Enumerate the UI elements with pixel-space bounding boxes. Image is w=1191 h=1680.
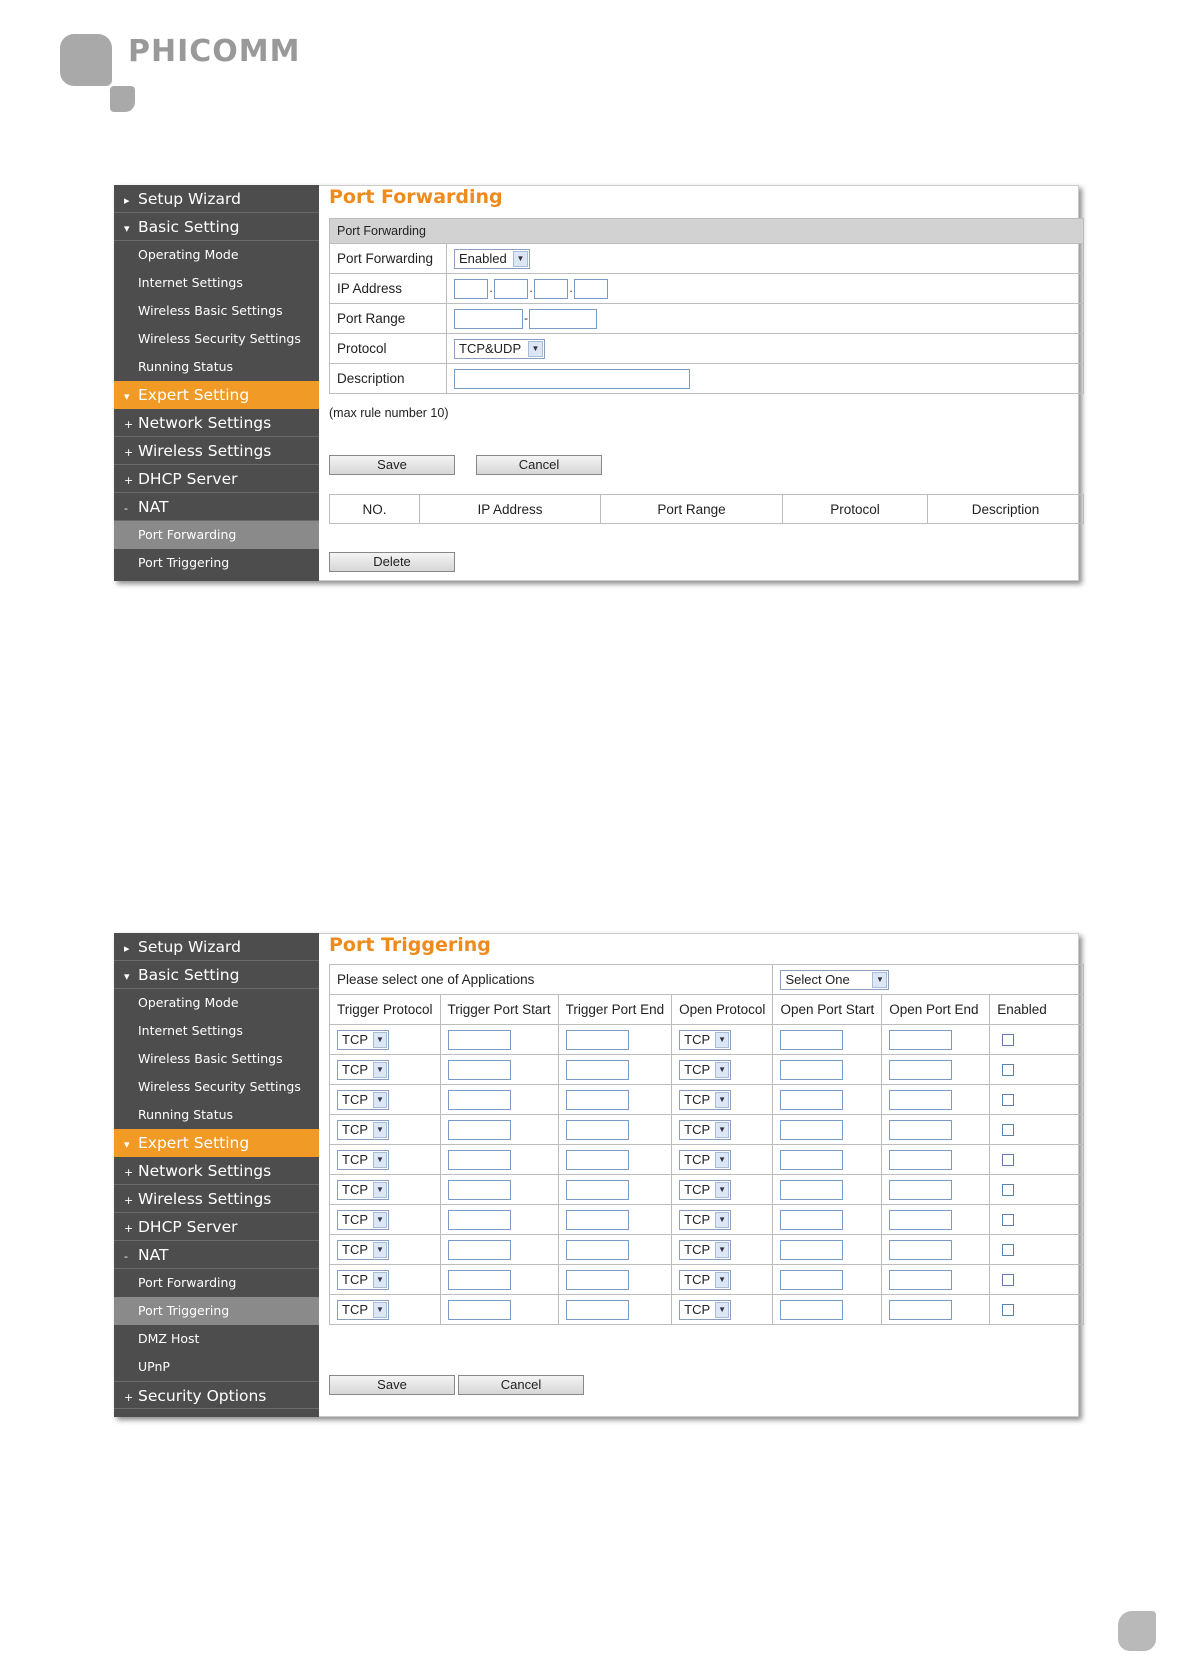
main-content <box>319 185 1079 581</box>
sidebar-item-internet-settings[interactable]: Internet Settings <box>138 1023 243 1038</box>
applications-label: Please select one of Applications <box>330 965 773 995</box>
trigger-port-end-input[interactable] <box>566 1210 629 1230</box>
sidebar-item-wireless-security[interactable]: Wireless Security Settings <box>138 1079 301 1094</box>
header-row <box>330 995 1084 1025</box>
field-label: IP Address <box>330 274 447 304</box>
protocol-select[interactable]: TCP ▼ <box>337 1060 389 1080</box>
protocol-select[interactable]: TCP ▼ <box>679 1090 731 1110</box>
enabled-checkbox[interactable] <box>1002 1214 1014 1226</box>
open-port-start-input[interactable] <box>780 1150 843 1170</box>
enabled-checkbox[interactable] <box>1002 1274 1014 1286</box>
port-range-start-input[interactable] <box>454 309 523 329</box>
sidebar-item-security-options[interactable]: + Security Options <box>114 1381 319 1409</box>
sidebar-item-operating-mode[interactable]: Operating Mode <box>138 247 239 262</box>
table-row <box>330 1025 1084 1055</box>
sidebar-item-port-triggering[interactable]: Port Triggering <box>114 1297 319 1325</box>
ip-octet-1-input[interactable] <box>454 279 488 299</box>
sidebar-item-setup-wizard[interactable]: ▸ Setup Wizard <box>114 933 319 961</box>
sidebar-item-operating-mode[interactable]: Operating Mode <box>138 995 239 1010</box>
triangle-down-icon: ▾ <box>124 222 130 235</box>
plus-icon: + <box>124 446 134 459</box>
field-label: Port Range <box>330 304 447 334</box>
brand-name: PHICOMM <box>128 34 301 69</box>
open-port-start-input[interactable] <box>780 1270 843 1290</box>
trigger-port-end-input[interactable] <box>566 1150 629 1170</box>
protocol-select[interactable]: TCP ▼ <box>337 1150 389 1170</box>
protocol-select[interactable]: TCP&UDP ▼ <box>454 339 545 359</box>
enabled-checkbox[interactable] <box>1002 1184 1014 1196</box>
protocol-select[interactable]: TCP ▼ <box>679 1210 731 1230</box>
protocol-select[interactable]: TCP ▼ <box>679 1150 731 1170</box>
protocol-select[interactable]: TCP ▼ <box>337 1180 389 1200</box>
logo-mark-small <box>110 86 135 112</box>
trigger-port-start-input[interactable] <box>448 1240 511 1260</box>
page-corner-tab <box>1118 1611 1156 1651</box>
table-row <box>330 1055 1084 1085</box>
protocol-select[interactable]: TCP ▼ <box>337 1090 389 1110</box>
port-triggering-table <box>329 964 1084 1325</box>
protocol-select[interactable]: TCP ▼ <box>679 1180 731 1200</box>
open-port-end-input[interactable] <box>889 1270 952 1290</box>
page-title: Port Forwarding <box>329 186 503 208</box>
plus-icon: + <box>124 1194 134 1207</box>
protocol-select[interactable]: TCP ▼ <box>679 1030 731 1050</box>
section-header: Port Forwarding <box>330 219 1084 244</box>
triangle-right-icon: ▸ <box>124 194 130 207</box>
protocol-select[interactable]: TCP ▼ <box>337 1210 389 1230</box>
trigger-port-start-input[interactable] <box>448 1060 511 1080</box>
trigger-port-start-input[interactable] <box>448 1090 511 1110</box>
logo-mark <box>60 34 112 86</box>
column-header: Protocol <box>783 495 928 524</box>
description-input[interactable] <box>454 369 690 389</box>
cancel-button[interactable]: Cancel <box>476 455 602 475</box>
column-header: IP Address <box>420 495 601 524</box>
chevron-down-icon: ▼ <box>373 1182 387 1198</box>
port-triggering-panel <box>114 933 1079 1417</box>
applications-select[interactable]: Select One ▼ <box>780 970 889 990</box>
protocol-select[interactable]: TCP ▼ <box>337 1120 389 1140</box>
chevron-down-icon: ▼ <box>715 1182 729 1198</box>
column-header: Open Port Start <box>773 995 882 1025</box>
chevron-down-icon: ▼ <box>373 1272 387 1288</box>
column-header: Trigger Port Start <box>440 995 558 1025</box>
plus-icon: + <box>124 1391 134 1404</box>
table-row <box>330 1265 1084 1295</box>
column-header: Description <box>928 495 1084 524</box>
open-port-start-input[interactable] <box>780 1240 843 1260</box>
max-rule-note: (max rule number 10) <box>329 406 449 420</box>
trigger-port-start-input[interactable] <box>448 1300 511 1320</box>
plus-icon: + <box>124 1222 134 1235</box>
open-port-end-input[interactable] <box>889 1150 952 1170</box>
table-row <box>330 1145 1084 1175</box>
table-row <box>330 1295 1084 1325</box>
sidebar-item-network-settings[interactable]: + Network Settings <box>114 1157 319 1185</box>
chevron-down-icon: ▼ <box>715 1122 729 1138</box>
protocol-select[interactable]: TCP ▼ <box>679 1060 731 1080</box>
plus-icon: + <box>124 418 134 431</box>
open-port-end-input[interactable] <box>889 1180 952 1200</box>
field-label: Description <box>330 364 447 394</box>
chevron-down-icon: ▼ <box>373 1152 387 1168</box>
sidebar-item-wireless-security[interactable]: Wireless Security Settings <box>138 331 301 346</box>
open-port-start-input[interactable] <box>780 1300 843 1320</box>
protocol-select[interactable]: TCP ▼ <box>679 1300 731 1320</box>
chevron-down-icon: ▼ <box>715 1212 729 1228</box>
column-header: Open Protocol <box>672 995 773 1025</box>
trigger-port-start-input[interactable] <box>448 1270 511 1290</box>
sidebar-item-wireless-settings[interactable]: + Wireless Settings <box>114 437 319 465</box>
chevron-down-icon: ▼ <box>513 251 528 267</box>
enabled-checkbox[interactable] <box>1002 1064 1014 1076</box>
chevron-down-icon: ▼ <box>715 1092 729 1108</box>
rules-list-table <box>329 494 1084 524</box>
protocol-select[interactable]: TCP ▼ <box>337 1240 389 1260</box>
table-row <box>330 1175 1084 1205</box>
cancel-button[interactable]: Cancel <box>458 1375 584 1395</box>
port-forwarding-form: Port Forwarding Port Forwarding Enabled ▼ IP Address . . . Port Range - Protocol TCP&UDP ▼ Description <box>329 218 1084 394</box>
chevron-down-icon: ▼ <box>373 1302 387 1318</box>
trigger-port-end-input[interactable] <box>566 1300 629 1320</box>
open-port-start-input[interactable] <box>780 1210 843 1230</box>
open-port-end-input[interactable] <box>889 1240 952 1260</box>
trigger-port-end-input[interactable] <box>566 1030 629 1050</box>
open-port-end-input[interactable] <box>889 1210 952 1230</box>
open-port-end-input[interactable] <box>889 1120 952 1140</box>
open-port-end-input[interactable] <box>889 1090 952 1110</box>
save-button[interactable]: Save <box>329 455 455 475</box>
table-row <box>330 1085 1084 1115</box>
chevron-down-icon: ▼ <box>373 1092 387 1108</box>
sidebar-item-dhcp-server[interactable]: + DHCP Server <box>114 1213 319 1241</box>
sidebar-item-wireless-basic[interactable]: Wireless Basic Settings <box>138 1051 283 1066</box>
enabled-checkbox[interactable] <box>1002 1304 1014 1316</box>
chevron-down-icon: ▼ <box>715 1032 729 1048</box>
column-header: Trigger Protocol <box>330 995 441 1025</box>
field-label: Port Forwarding <box>330 244 447 274</box>
field-label: Protocol <box>330 334 447 364</box>
save-button[interactable]: Save <box>329 1375 455 1395</box>
sidebar-item-expert-setting[interactable]: ▾ Expert Setting <box>114 381 319 409</box>
triangle-down-icon: ▾ <box>124 1138 130 1151</box>
open-port-start-input[interactable] <box>780 1060 843 1080</box>
sidebar-item-setup-wizard[interactable]: ▸ Setup Wizard <box>114 185 319 213</box>
sidebar-item-nat[interactable]: - NAT <box>114 493 319 521</box>
main-content <box>319 933 1079 1417</box>
sidebar-item-port-forwarding[interactable]: Port Forwarding <box>138 1275 237 1290</box>
table-row <box>330 1235 1084 1265</box>
trigger-port-end-input[interactable] <box>566 1120 629 1140</box>
protocol-select[interactable]: TCP ▼ <box>337 1030 389 1050</box>
column-header: Enabled <box>990 995 1084 1025</box>
sidebar <box>114 933 319 1417</box>
ip-octet-2-input[interactable] <box>494 279 528 299</box>
trigger-port-start-input[interactable] <box>448 1150 511 1170</box>
trigger-port-start-input[interactable] <box>448 1210 511 1230</box>
sidebar-item-wireless-settings[interactable]: + Wireless Settings <box>114 1185 319 1213</box>
sidebar-item-basic-setting[interactable]: ▾ Basic Setting <box>114 213 319 241</box>
delete-button[interactable]: Delete <box>329 552 455 572</box>
open-port-start-input[interactable] <box>780 1180 843 1200</box>
sidebar-item-dhcp-server[interactable]: + DHCP Server <box>114 465 319 493</box>
open-port-start-input[interactable] <box>780 1120 843 1140</box>
enabled-checkbox[interactable] <box>1002 1034 1014 1046</box>
chevron-down-icon: ▼ <box>715 1272 729 1288</box>
sidebar-item-port-triggering[interactable]: Port Triggering <box>138 555 230 570</box>
chevron-down-icon: ▼ <box>872 972 887 988</box>
sidebar <box>114 185 319 581</box>
chevron-down-icon: ▼ <box>373 1122 387 1138</box>
column-header: Open Port End <box>882 995 990 1025</box>
trigger-port-end-input[interactable] <box>566 1270 629 1290</box>
sidebar-item-running-status[interactable]: Running Status <box>138 1107 234 1122</box>
sidebar-item-internet-settings[interactable]: Internet Settings <box>138 275 243 290</box>
table-row <box>330 1115 1084 1145</box>
enabled-checkbox[interactable] <box>1002 1124 1014 1136</box>
sidebar-item-wireless-basic[interactable]: Wireless Basic Settings <box>138 303 283 318</box>
trigger-port-end-input[interactable] <box>566 1180 629 1200</box>
plus-icon: + <box>124 1166 134 1179</box>
page-title: Port Triggering <box>329 934 491 956</box>
ip-octet-4-input[interactable] <box>574 279 608 299</box>
plus-icon: + <box>124 474 134 487</box>
port-range-end-input[interactable] <box>529 309 597 329</box>
protocol-select[interactable]: TCP ▼ <box>679 1240 731 1260</box>
sidebar-item-upnp[interactable]: UPnP <box>138 1359 170 1374</box>
chevron-down-icon: ▼ <box>715 1242 729 1258</box>
sidebar-item-network-settings[interactable]: + Network Settings <box>114 409 319 437</box>
column-header: NO. <box>330 495 420 524</box>
chevron-down-icon: ▼ <box>373 1212 387 1228</box>
protocol-select[interactable]: TCP ▼ <box>679 1270 731 1290</box>
triangle-down-icon: ▾ <box>124 970 130 983</box>
sidebar-item-nat[interactable]: - NAT <box>114 1241 319 1269</box>
chevron-down-icon: ▼ <box>715 1062 729 1078</box>
chevron-down-icon: ▼ <box>715 1152 729 1168</box>
open-port-end-input[interactable] <box>889 1060 952 1080</box>
open-port-start-input[interactable] <box>780 1030 843 1050</box>
sidebar-item-expert-setting[interactable]: ▾ Expert Setting <box>114 1129 319 1157</box>
trigger-port-start-input[interactable] <box>448 1180 511 1200</box>
trigger-port-end-input[interactable] <box>566 1240 629 1260</box>
open-port-end-input[interactable] <box>889 1300 952 1320</box>
port-forwarding-select[interactable]: Enabled ▼ <box>454 249 530 269</box>
sidebar-item-basic-setting[interactable]: ▾ Basic Setting <box>114 961 319 989</box>
triangle-right-icon: ▸ <box>124 942 130 955</box>
enabled-checkbox[interactable] <box>1002 1154 1014 1166</box>
trigger-port-start-input[interactable] <box>448 1030 511 1050</box>
ip-octet-3-input[interactable] <box>534 279 568 299</box>
chevron-down-icon: ▼ <box>373 1032 387 1048</box>
port-forwarding-panel <box>114 185 1079 581</box>
sidebar-item-port-forwarding[interactable]: Port Forwarding <box>114 521 319 549</box>
trigger-port-start-input[interactable] <box>448 1120 511 1140</box>
open-port-end-input[interactable] <box>889 1030 952 1050</box>
protocol-select[interactable]: TCP ▼ <box>337 1300 389 1320</box>
chevron-down-icon: ▼ <box>528 341 543 357</box>
minus-icon: - <box>124 502 128 515</box>
phicomm-logo <box>60 34 330 112</box>
protocol-select[interactable]: TCP ▼ <box>337 1270 389 1290</box>
chevron-down-icon: ▼ <box>715 1302 729 1318</box>
column-header: Port Range <box>601 495 783 524</box>
table-row <box>330 1205 1084 1235</box>
enabled-checkbox[interactable] <box>1002 1094 1014 1106</box>
chevron-down-icon: ▼ <box>373 1062 387 1078</box>
minus-icon: - <box>124 1250 128 1263</box>
protocol-select[interactable]: TCP ▼ <box>679 1120 731 1140</box>
triangle-down-icon: ▾ <box>124 390 130 403</box>
trigger-port-end-input[interactable] <box>566 1060 629 1080</box>
open-port-start-input[interactable] <box>780 1090 843 1110</box>
enabled-checkbox[interactable] <box>1002 1244 1014 1256</box>
trigger-port-end-input[interactable] <box>566 1090 629 1110</box>
sidebar-item-running-status[interactable]: Running Status <box>138 359 234 374</box>
chevron-down-icon: ▼ <box>373 1242 387 1258</box>
sidebar-item-dmz-host[interactable]: DMZ Host <box>138 1331 200 1346</box>
column-header: Trigger Port End <box>558 995 672 1025</box>
